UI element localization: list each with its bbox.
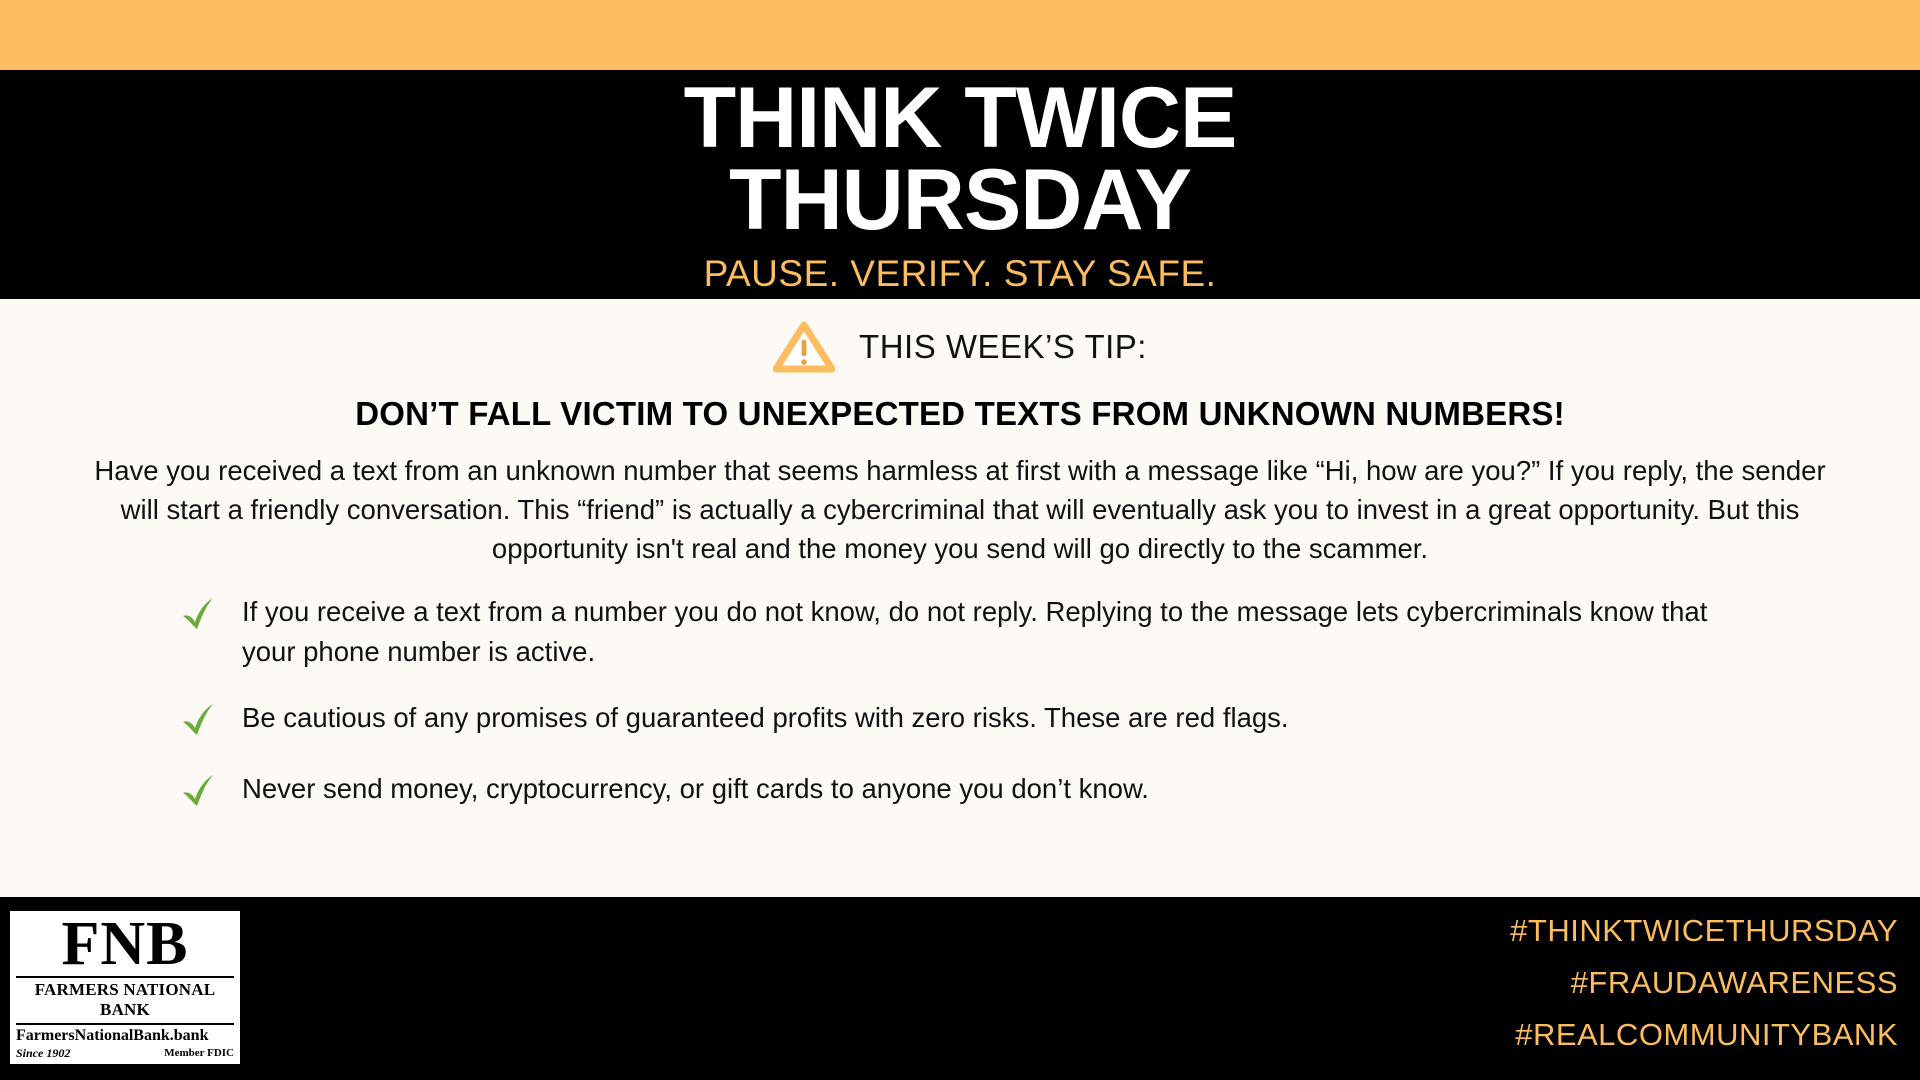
logo-since: Since 1902 — [16, 1045, 71, 1060]
list-item-label: Be cautious of any promises of guaranteed profits with zero risks. These are red flags. — [242, 701, 1289, 733]
hashtag-item: #REALCOMMUNITYBANK — [1515, 1017, 1898, 1052]
logo-fdic-notice: Member FDIC — [164, 1047, 234, 1060]
list-item-label: If you receive a text from a number you do not know, do not reply. Replying to the message lets cybercriminals know that your phone number is active. — [242, 596, 1708, 668]
title-line-1: THINK TWICE — [683, 70, 1237, 166]
main-content — [0, 299, 1920, 897]
tip-paragraph: Have you received a text from an unknown number that seems harmless at first with a message like “Hi, how are you?” If you reply, the sender will start a friendly conversation. This “friend” is actually a cybercriminal that will eventually ask you to invest in a great opportunity. But this opportunity isn't real and the money you send will go directly to the scammer. — [94, 455, 1826, 565]
tip-bullet-list — [180, 592, 1740, 814]
list-item — [180, 592, 1740, 672]
top-accent-strip — [0, 0, 1920, 70]
list-item-label: Never send money, cryptocurrency, or gift cards to anyone you don’t know. — [242, 772, 1149, 804]
green-check-icon — [180, 698, 216, 743]
warning-triangle-icon — [773, 321, 835, 373]
logo-website: FarmersNationalBank.bank — [16, 1026, 209, 1044]
hashtag-list — [1510, 913, 1898, 1053]
list-item — [180, 698, 1740, 743]
poster-title — [0, 70, 1920, 248]
logo-bank-name: FARMERS NATIONAL BANK — [16, 976, 234, 1020]
tip-header-row — [0, 299, 1920, 373]
logo-mark-text: FNB — [61, 910, 189, 978]
tip-label: THIS WEEK’S TIP: — [859, 328, 1147, 365]
footer-banner — [0, 897, 1920, 1080]
logo-bottom-row — [16, 1046, 234, 1061]
hashtag-item: #FRAUDAWARENESS — [1570, 965, 1898, 1000]
header-banner — [0, 70, 1920, 299]
poster-subtitle: PAUSE. VERIFY. STAY SAFE. — [703, 253, 1217, 295]
fnb-logo — [10, 911, 240, 1064]
list-item — [180, 769, 1740, 814]
tip-headline: DON’T FALL VICTIM TO UNEXPECTED TEXTS FROM UNKNOWN NUMBERS! — [355, 395, 1565, 432]
title-line-2: THURSDAY — [729, 151, 1191, 248]
green-check-icon — [180, 592, 216, 637]
green-check-icon — [180, 769, 216, 814]
logo-url-row — [16, 1023, 234, 1045]
hashtag-item: #THINKTWICETHURSDAY — [1510, 913, 1898, 948]
